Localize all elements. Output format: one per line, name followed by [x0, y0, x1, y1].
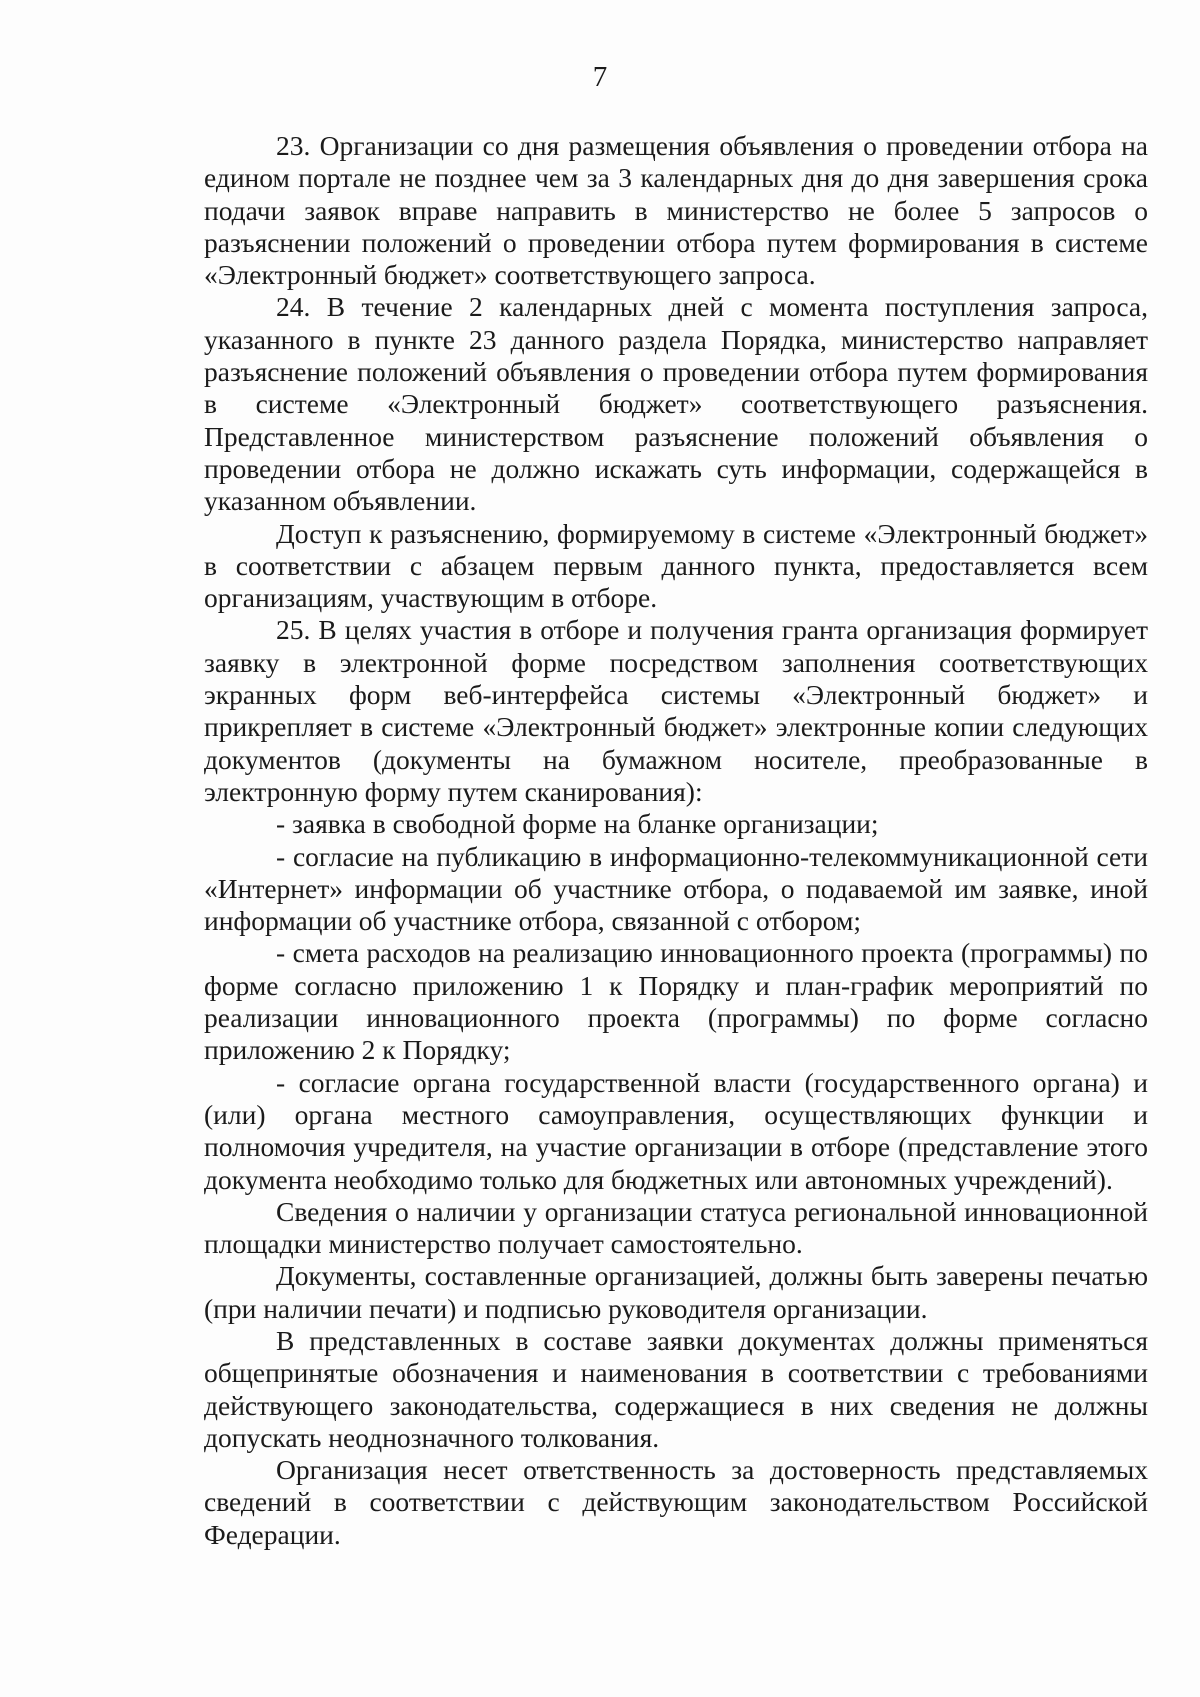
paragraph-certification: Документы, составленные организацией, должны быть заверены печатью (при наличии печати) и подписью руководителя организации.	[204, 1260, 1148, 1324]
list-item-publication-consent: - согласие на публикацию в информационно-телекоммуникационной сети «Интернет» информации об участнике отбора, о подаваемой им заявке, иной информации об участнике отбора, связанной с отбором;	[204, 840, 1148, 937]
paragraph-24: 24. В течение 2 календарных дней с момента поступления запроса, указанного в пункте 23 данного раздела Порядка, министерство направляет разъяснение положений объявления о проведении отбора путем формирования в системе «Электронный бюджет» соответствующего разъяснения. Представленное министерством разъяснение положений объявления о проведении отбора не должно искажать суть информации, содержащейся в указанном объявлении.	[204, 291, 1148, 517]
list-item-application: - заявка в свободной форме на бланке организации;	[276, 808, 879, 840]
list-item-cost-estimate: - смета расходов на реализацию инновационного проекта (программы) по форме согласно приложению 1 к Порядку и план-график мероприятий по реализации инновационного проекта (программы) по форме согласно приложению 2 к Порядку;	[204, 937, 1148, 1066]
document-body	[204, 130, 1148, 1551]
paragraph-notation: В представленных в составе заявки документах должны применяться общепринятые обозначения и наименования в соответствии с требованиями действующего законодательства, содержащиеся в них сведения не должны допускать неоднозначного толкования.	[204, 1324, 1148, 1453]
paragraph-responsibility: Организация несет ответственность за достоверность представляемых сведений в соответствии с действующим законодательством Российской Федерации.	[204, 1454, 1148, 1550]
paragraph-status-info: Сведения о наличии у организации статуса региональной инновационной площадки министерство получает самостоятельно.	[204, 1195, 1148, 1260]
paragraph-24-access: Доступ к разъяснению, формируемому в системе «Электронный бюджет» в соответствии с абзацем первым данного пункта, предоставляется всем организациям, участвующим в отборе.	[204, 517, 1148, 614]
paragraph-23: 23. Организации со дня размещения объявления о проведении отбора на едином портале не позднее чем за 3 календарных дня до дня завершения срока подачи заявок вправе направить в министерство не более 5 запросов о разъяснении положений о проведении отбора путем формирования в системе «Электронный бюджет» соответствующего запроса.	[204, 130, 1148, 291]
list-item-authority-consent: - согласие органа государственной власти (государственного органа) и (или) органа местного самоуправления, осуществляющих функции и полномочия учредителя, на участие организации в отборе (представление этого документа необходимо только для бюджетных или автономных учреждений).	[204, 1066, 1148, 1195]
paragraph-25: 25. В целях участия в отборе и получения гранта организация формирует заявку в электронной форме посредством заполнения соответствующих экранных форм веб-интерфейса системы «Электронный бюджет» и прикрепляет в системе «Электронный бюджет» электронные копии следующих документов (документы на бумажном носителе, преобразованные в электронную форму путем сканирования):	[204, 614, 1148, 807]
page-number: 7	[592, 61, 608, 93]
